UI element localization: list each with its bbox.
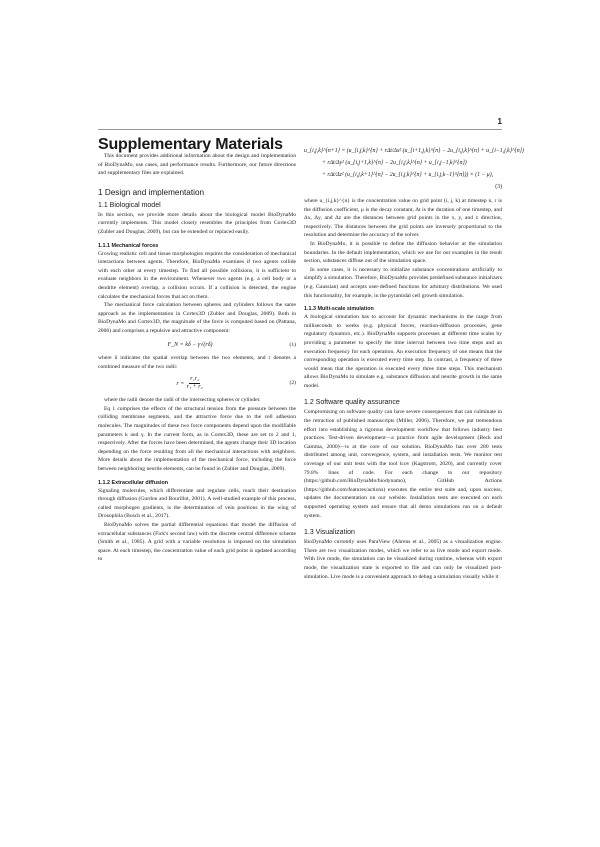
paragraph: where u_{i,j,k}^{n} is the concentration value on grid point (i, j, k) at timestep n, r is the diffusion coefficient, μ is the decay constant, Δt is the duration of one timestep, and Δx, Δy, and Δz are the distances between grid points in the x, y, and z direction, respectively. The distances between the grid points are inversely proportional to the resolution and determine the accuracy of the solver. — [304, 198, 502, 239]
equation-line: u_{i,j,k}^{n+1} = (u_{i,j,k}^{n} + rΔt/Δx² (u_{i+1,j,k}^{n} − 2u_{i,j,k}^{n} + u_{i−1,j,k}^{n}) — [304, 148, 524, 154]
equation-line: + rΔt/Δz² (u_{i,j,k+1}^{n} − 2u_{i,j,k}^{n} + u_{i,j,k−1}^{n})) × (1 − μ), — [322, 172, 494, 178]
fraction-numerator: r₁r₂ — [190, 376, 200, 383]
paragraph: Growing realistic cell and tissue morphologies requires the consideration of mechanical interactions between agents. Therefore, BioDynaMo examines if two agents collide with each other at every timestep. To find all possible collisions, it is sufficient to evaluate neighbors in the environment. Whenever two agents (e.g. a cell body or a dendrite element) overlap, a collision occurs. If a collision is detected, the engine calculates the mechanical forces that act on them. — [98, 250, 296, 300]
equation-2 — [98, 376, 296, 391]
document-title: Supplementary Materials — [98, 136, 283, 153]
equation-body: F_N = kδ − γ√(rδ) — [167, 341, 213, 348]
paragraph: Compromising on software quality can have severe consequences that can culminate in the retraction of published manuscripts (Miller, 2006). Therefore, we put tremendous effort into establishing a rigorous development workflow that follows industry best practices. Test-driven development—a practice from agile development (Beck and Gamma, 2000)—is at the core of our solution. BioDynaMo has over 280 tests distributed among unit, convergence, system, and installation tests. We monitor test coverage of our unit tests with the tool lcov (Kagstrom, 2020), and currently cover 79.8% lines of code. For each change to our repository (https://github.com/BioDynaMo/biodynamo), GitHub Actions (https://github.com/features/actions) executes the entire test suite and, upon success, updates the documentation on our website. Installation tests are executed on each supported operating system and ensure that all demo simulations run on a default system. — [304, 409, 502, 519]
equation-number: (2) — [289, 380, 296, 387]
equation-1 — [98, 341, 296, 350]
right-column — [304, 145, 524, 581]
paragraph: The mechanical force calculation between spheres and cylinders follows the same approach as the implementation in Cortex3D (Zubler and Douglas, 2009). Both in BioDynaMo and Cortex3D, the magnitude of the force is computed based on (Pattana, 2006) and comprises a repulsive and attractive component: — [98, 302, 296, 334]
paragraph: BioDynaMo solves the partial differential equations that model the diffusion of extracellular substances (Fick's second law) with the discrete central difference scheme (Smith et al., 1985). A grid with a variable resolution is imposed on the simulation space. At each timestep, the concentration value of each grid point is updated according to — [98, 522, 296, 563]
left-column — [98, 152, 296, 564]
equation-3 — [304, 145, 524, 193]
paragraph: Signaling molecules, which differentiate and regulate cells, reach their destination through diffusion (Gurdon and Bourillot, 2001). A well-studied example of this process, called morphogen gradients, is the determination of vein positions in the wing of Drosophila (Bosch et al., 2017). — [98, 487, 296, 520]
paragraph: A biological simulation has to account for dynamic mechanisms in the range from milliseconds to weeks (e.g. physical forces, reaction-diffusion processes, gene regulatory dynamics, etc.). BioDynaMo supports processes at different time scales by providing a parameter to specify the time interval between two time steps and an execution frequency for each operation. An execution frequency of one means that the corresponding operation is executed every time step. In contrast, a frequency of three would mean that the operation is executed every three time steps. This mechanism allows BioDynaMo to simulate e.g. substance diffusion and neurite growth in the same model. — [304, 314, 502, 389]
paragraph: where the radii denote the radii of the intersecting spheres or cylinder. — [104, 397, 261, 404]
header-rule — [98, 129, 502, 130]
fraction-denominator: r₁ + r₂ — [186, 384, 203, 391]
equation-number: (1) — [289, 341, 296, 348]
subsection-heading: 1.2 Software quality assurance — [304, 399, 400, 407]
paragraph: Eq 1 comprises the effects of the structural tension from the pressure between the colliding membrane segments, and the attractive force due to the cell adhesion molecules. The magnitudes of these two force components depend upon the modifiable parameters k and γ. In the current form, as in Cortex3D, these are set to 2 and 1, respectively. After the forces have been determined, the agents change their 3D location depending on the force resulting from all the mechanical interactions with neighbors. More details about the implementation of the mechanical force, including the force between neighboring neurite elements, can be found in (Zubler and Douglas, 2009). — [98, 405, 296, 473]
paragraph: where δ indicates the spatial overlap between the two elements, and r denotes a combined measure of the two radii: — [98, 355, 296, 370]
paragraph: In some cases, it is necessary to initialize substance concentrations artificially to simplify a simulation. Therefore, BioDynaMo provides predefined substance initializers (e.g. Gaussian) and accepts user-defined functions for arbitrary distributions. We used this functionality, for example, in the pyramidal cell growth simulation. — [304, 266, 502, 299]
page-number: 1 — [497, 117, 502, 126]
equation-lhs: r = — [176, 381, 185, 388]
section-heading: 1 Design and implementation — [98, 187, 205, 197]
paragraph: In BioDynaMo, it is possible to define the diffusion behavior at the simulation boundaries. In the default implementation, which we use for our examples in the result section, substances diffuse out of the simulation space. — [304, 240, 502, 265]
subsubsection-heading: 1.1.3 Multi-scale simulation — [304, 306, 374, 313]
subsubsection-heading: 1.1.1 Mechanical forces — [98, 242, 159, 249]
paragraph: BioDynaMo currently uses ParaView (Ahrens et al., 2005) as a visualization engine. There are two visualization modes, which we refer to as live mode and export mode. With live mode, the simulation can be visualized during runtime, whereas with export mode, the visualization state is exported to file and can only be visualized post-simulation. Live mode is a convenient approach to debug a simulation visually while it — [304, 539, 502, 580]
equation-fraction — [187, 376, 203, 391]
subsection-heading: 1.1 Biological model — [98, 201, 161, 209]
subsubsection-heading: 1.1.2 Extracellular diffusion — [98, 479, 169, 486]
subsection-heading: 1.3 Visualization — [304, 529, 355, 537]
equation-line: + rΔt/Δy² (u_{i,j+1,k}^{n} − 2u_{i,j,k}^{n} + u_{i,j−1,k}^{n}) — [322, 160, 467, 166]
equation-number: (3) — [495, 184, 502, 190]
abstract: This document provides additional information about the design and implementation of BioDynaMo, use cases, and performance results. Furthermore, our future directions and supplementary files are explained. — [98, 153, 296, 177]
paragraph: In this section, we provide more details about the biological model BioDynaMo currently implements. This model closely resembles the principles from Cortex3D (Zubler and Douglas, 2009), but can be extended or replaced easily. — [98, 211, 296, 235]
